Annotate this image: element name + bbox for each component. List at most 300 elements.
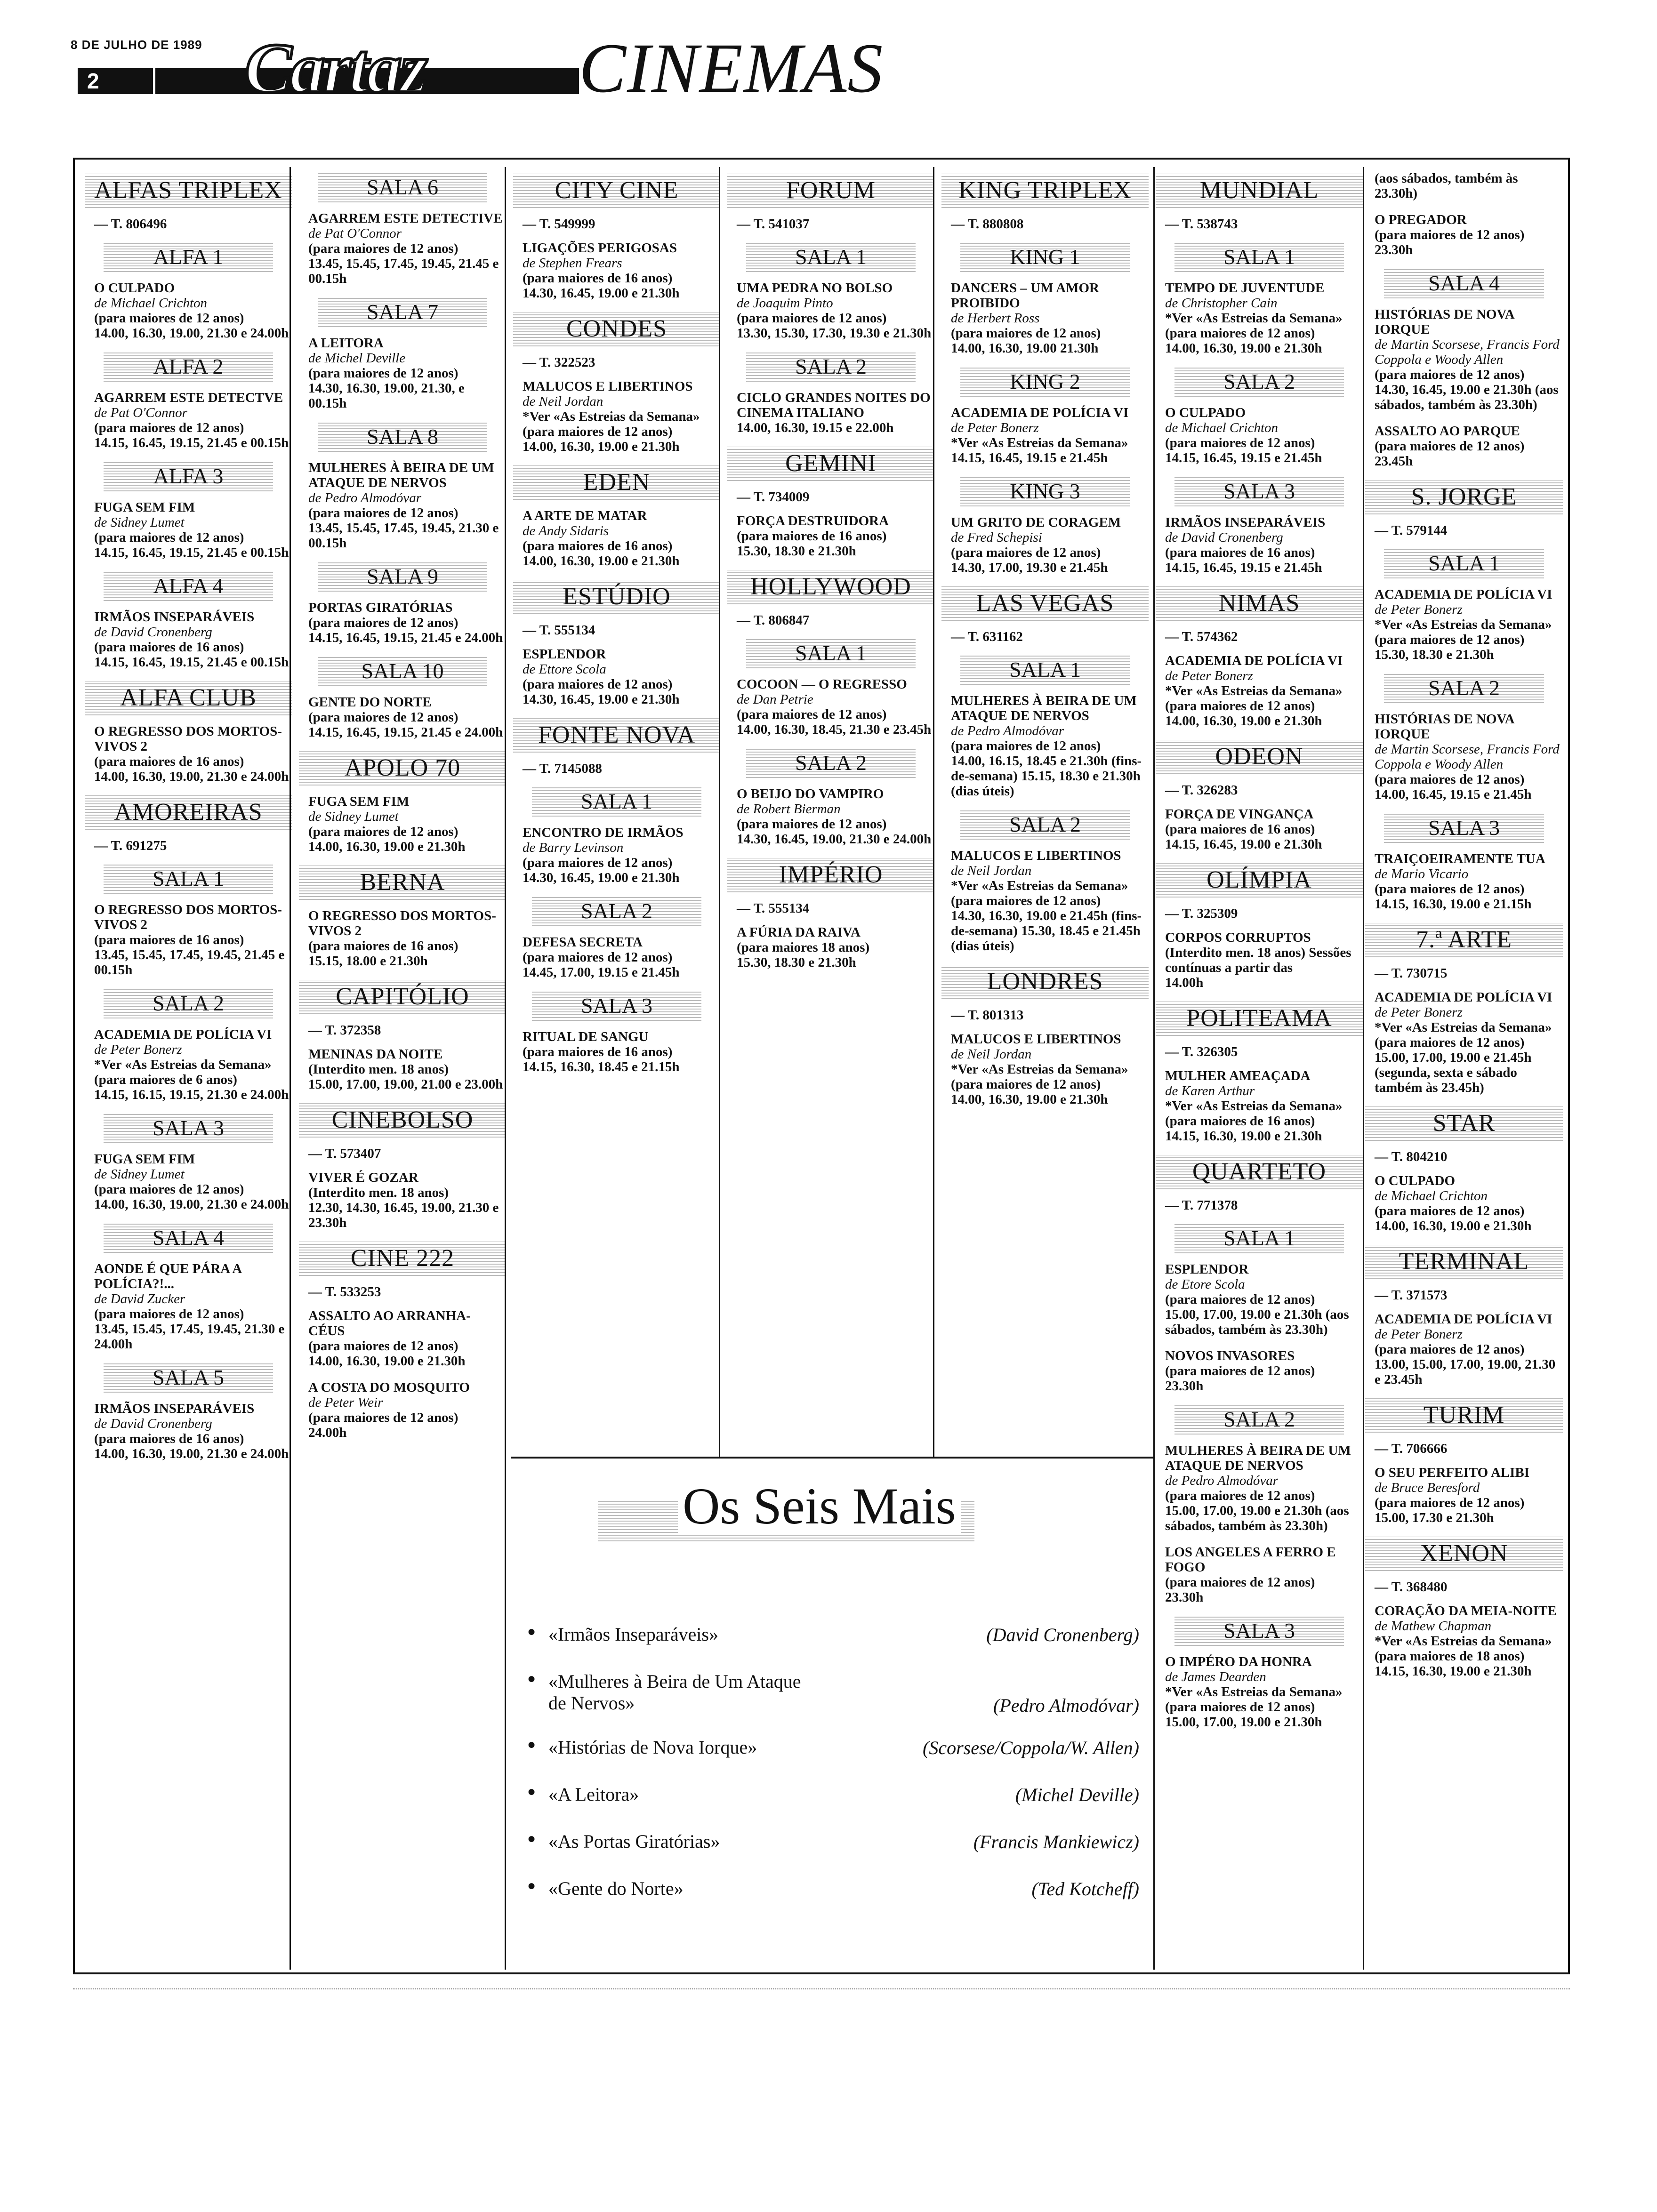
film-showtimes: 14.00, 16.30, 19.00 e 21.30h xyxy=(1375,1218,1532,1234)
film-showtimes: 13.45, 15.45, 17.45, 19.45, 21.30 e 00.15h xyxy=(308,521,499,551)
film-title: AGARREM ESTE DETECTIVE xyxy=(308,211,503,226)
cinema-phone: — T. 706666 xyxy=(1375,1441,1448,1456)
column-7 xyxy=(1365,162,1563,1690)
film-title: MALUCOS E LIBERTINOS xyxy=(523,379,693,394)
film-showtimes: 14.00, 16.30, 19.00, 21.30 e 24.00h xyxy=(94,326,289,341)
cinema-name: CINE 222 xyxy=(299,1242,506,1276)
film-rating: (para maiores 18 anos) xyxy=(737,940,870,955)
cinema-phone: — T. 533253 xyxy=(308,1284,381,1299)
film-director: de Neil Jordan xyxy=(523,394,603,409)
film-entry xyxy=(308,1047,506,1092)
film-entry xyxy=(1375,424,1563,469)
film-director: de Pedro Almodóvar xyxy=(1165,1473,1279,1488)
room-name: SALA 3 xyxy=(104,1114,273,1143)
film-showtimes: 14.15, 16.45, 19.15 e 21.45h xyxy=(1165,560,1322,575)
room-name: SALA 8 xyxy=(318,422,487,452)
column-divider xyxy=(505,167,506,1970)
top-six-list xyxy=(527,1624,1139,1925)
film-rating: (para maiores de 12 anos) xyxy=(94,1306,244,1322)
top-six-director: (Michel Deville) xyxy=(1015,1784,1139,1805)
film-entry xyxy=(523,825,720,885)
film-director: de Ettore Scola xyxy=(523,662,606,677)
film-title: GENTE DO NORTE xyxy=(308,695,432,710)
film-rating: (para maiores de 12 anos) xyxy=(523,855,673,870)
film-title: DEFESA SECRETA xyxy=(523,935,643,950)
film-director: de Joaquim Pinto xyxy=(737,296,833,311)
film-showtimes: 14.00, 16.30, 18.45, 21.30 e 23.45h xyxy=(737,722,932,737)
film-title: MULHERES À BEIRA DE UM ATAQUE DE NERVOS xyxy=(951,693,1137,723)
film-rating: (para maiores de 16 anos) xyxy=(1165,545,1315,560)
film-title: ACADEMIA DE POLÍCIA VI xyxy=(1375,1312,1552,1327)
film-showtimes: 14.00, 16.30, 19.15 e 22.00h xyxy=(737,420,894,435)
film-showtimes: 14.00, 16.15, 18.45 e 21.30h (fins-de-semana) 15.15, 18.30 e 21.30h (dias úteis) xyxy=(951,753,1142,799)
film-title: PORTAS GIRATÓRIAS xyxy=(308,600,453,615)
film-rating: *Ver «As Estreias da Semana» (para maiores de 12 anos) xyxy=(951,1062,1128,1092)
room-name: SALA 1 xyxy=(1174,242,1344,272)
cinema-phone: — T. 801313 xyxy=(951,1008,1024,1023)
cinema-name: LAS VEGAS xyxy=(941,586,1149,621)
cinema-phone: — T. 730715 xyxy=(1375,966,1448,981)
film-showtimes: 14.00, 16.30, 19.00, 21.30 e 24.00h xyxy=(94,769,289,784)
film-title: MULHERES À BEIRA DE UM ATAQUE DE NERVOS xyxy=(308,460,494,490)
film-director: de Peter Bonerz xyxy=(951,420,1039,435)
film-entry xyxy=(737,513,934,559)
film-title: A COSTA DO MOSQUITO xyxy=(308,1380,470,1395)
cinema-name: ESTÚDIO xyxy=(513,580,720,614)
film-entry xyxy=(308,211,506,286)
film-title: MENINAS DA NOITE xyxy=(308,1047,443,1062)
film-entry xyxy=(737,281,934,341)
film-rating: (para maiores de 12 anos) xyxy=(737,817,887,832)
film-showtimes: 15.15, 18.00 e 21.30h xyxy=(308,954,428,969)
film-entry xyxy=(94,281,292,341)
film-title: FUGA SEM FIM xyxy=(308,794,410,809)
column-6 xyxy=(1156,162,1363,1741)
top-six-title-band xyxy=(598,1477,974,1541)
cinema-name: FORUM xyxy=(727,174,934,208)
film-director: de Sidney Lumet xyxy=(308,809,399,824)
film-title: DANCERS – UM AMOR PROIBIDO xyxy=(951,281,1099,311)
film-rating: (para maiores de 12 anos) xyxy=(951,326,1101,341)
bullet-icon: ● xyxy=(527,1671,536,1686)
film-title: A ARTE DE MATAR xyxy=(523,508,647,523)
bullet-icon: ● xyxy=(527,1784,536,1799)
film-director: de Pedro Almodóvar xyxy=(308,490,422,505)
film-title: IRMÃOS INSEPARÁVEIS xyxy=(94,1401,255,1416)
room-name: SALA 1 xyxy=(1384,549,1544,578)
column-3 xyxy=(513,162,720,1086)
film-director: de Michel Deville xyxy=(308,351,406,366)
room-name: SALA 7 xyxy=(318,297,487,327)
film-entry xyxy=(523,379,720,454)
film-rating: (para maiores de 12 anos) xyxy=(1375,439,1525,454)
film-rating: (para maiores de 16 anos) xyxy=(308,938,458,954)
film-director: de Robert Bierman xyxy=(737,801,841,817)
cinema-name: QUARTETO xyxy=(1156,1155,1363,1189)
film-rating: (para maiores de 12 anos) xyxy=(308,505,458,521)
film-title: UM GRITO DE CORAGEM xyxy=(951,515,1121,530)
room-name: SALA 1 xyxy=(104,864,273,894)
room-name: ALFA 3 xyxy=(104,462,273,491)
film-director: de Etore Scola xyxy=(1165,1277,1245,1292)
film-showtimes: 14.30, 16.45, 19.00 e 21.30h xyxy=(523,286,680,301)
film-showtimes: 13.00, 15.00, 17.00, 19.00, 21.30 e 23.45h xyxy=(1375,1357,1556,1387)
film-rating: (para maiores de 12 anos) xyxy=(1375,772,1525,787)
cinema-name: HOLLYWOOD xyxy=(727,570,934,604)
cinema-name: XENON xyxy=(1365,1537,1563,1571)
film-title: O CULPADO xyxy=(94,281,175,296)
cinema-name: LONDRES xyxy=(941,965,1149,999)
film-rating: (para maiores de 12 anos) xyxy=(1375,1203,1525,1218)
cinema-phone: — T. 549999 xyxy=(523,216,595,232)
cinema-name: TURIM xyxy=(1365,1398,1563,1433)
film-director: de Bruce Beresford xyxy=(1375,1480,1480,1495)
top-six-film: «Irmãos Inseparáveis» xyxy=(548,1624,718,1645)
film-director: de Sidney Lumet xyxy=(94,1167,185,1182)
room-name: ALFA 4 xyxy=(104,571,273,601)
cinema-name: CONDES xyxy=(513,312,720,346)
top-six-item xyxy=(527,1737,1139,1784)
room-name: SALA 10 xyxy=(318,657,487,686)
film-director: de Mario Vicario xyxy=(1375,866,1469,882)
cinema-name: CINEBOLSO xyxy=(299,1103,506,1138)
film-title: MULHERES À BEIRA DE UM ATAQUE DE NERVOS xyxy=(1165,1443,1351,1473)
film-title: TRAIÇOEIRAMENTE TUA xyxy=(1375,851,1545,866)
film-entry xyxy=(1165,1262,1363,1337)
film-rating: *Ver «As Estreias da Semana» (para maiores de 12 anos) xyxy=(1165,1684,1343,1715)
film-title: HISTÓRIAS DE NOVA IORQUE xyxy=(1375,307,1514,337)
cinema-phone: — T. 325309 xyxy=(1165,906,1238,921)
film-rating: (para maiores de 12 anos) xyxy=(737,707,887,722)
room-name: SALA 2 xyxy=(746,352,916,382)
cinema-name: OLÍMPIA xyxy=(1156,863,1363,898)
film-rating: *Ver «As Estreias da Semana» (para maiores de 12 anos) xyxy=(951,878,1128,908)
room-name: SALA 2 xyxy=(1174,1405,1344,1435)
film-entry xyxy=(94,902,292,978)
cinema-name: ODEON xyxy=(1156,740,1363,774)
cinema-name: 7.ª ARTE xyxy=(1365,923,1563,957)
film-rating: (para maiores de 12 anos) xyxy=(523,950,673,965)
film-showtimes: 14.00, 16.45, 19.15 e 21.45h xyxy=(1375,787,1532,802)
film-showtimes: 13.45, 15.45, 17.45, 19.45, 21.30 e 24.00h xyxy=(94,1322,285,1352)
film-title: O REGRESSO DOS MORTOS-VIVOS 2 xyxy=(94,902,282,932)
cartaz-logo: Cartaz xyxy=(245,29,426,107)
film-rating: (Interdito men. 18 anos) xyxy=(308,1062,449,1077)
film-rating: (para maiores de 12 anos) xyxy=(737,311,887,326)
cinema-phone: — T. 806847 xyxy=(737,613,810,628)
film-title: LIGAÇÕES PERIGOSAS xyxy=(523,240,677,256)
column-5 xyxy=(941,162,1149,1118)
film-showtimes: 15.30, 18.30 e 21.30h xyxy=(1375,647,1494,662)
cinema-name: NIMAS xyxy=(1156,586,1363,621)
film-showtimes: 15.00, 17.00, 19.00 e 21.30h (aos sábados, também às 23.30h) xyxy=(1165,1307,1349,1337)
film-showtimes: 24.00h xyxy=(308,1425,347,1440)
film-director: de David Cronenberg xyxy=(94,625,212,640)
room-name: KING 2 xyxy=(960,367,1130,397)
cinema-phone: — T. 555134 xyxy=(523,623,595,638)
film-title: ACADEMIA DE POLÍCIA VI xyxy=(951,405,1129,420)
film-entry xyxy=(308,794,506,854)
film-director: de Dan Petrie xyxy=(737,692,813,707)
film-director: de Sidney Lumet xyxy=(94,515,185,530)
film-title: O PREGADOR xyxy=(1375,212,1467,227)
film-title: ESPLENDOR xyxy=(523,647,606,662)
film-title: ACADEMIA DE POLÍCIA VI xyxy=(1375,587,1552,602)
film-entry xyxy=(951,848,1149,954)
film-entry xyxy=(1165,1068,1363,1144)
room-name: SALA 4 xyxy=(1384,269,1544,298)
film-title: LOS ANGELES A FERRO E FOGO xyxy=(1165,1545,1336,1575)
room-name: SALA 2 xyxy=(960,810,1130,840)
room-name: SALA 3 xyxy=(1384,813,1544,843)
room-name: SALA 1 xyxy=(746,639,916,668)
film-rating: (para maiores de 12 anos) xyxy=(1375,227,1525,242)
room-name: SALA 1 xyxy=(532,787,701,817)
film-rating: (para maiores de 12 anos) xyxy=(951,545,1101,560)
film-rating: (para maiores de 12 anos) xyxy=(94,1182,244,1197)
film-showtimes: (aos sábados, também às 23.30h) xyxy=(1375,171,1518,201)
film-showtimes: 14.15, 16.45, 19.15, 21.45 e 00.15h xyxy=(94,435,289,450)
film-showtimes: 15.00, 17.00, 19.00, 21.00 e 23.00h xyxy=(308,1077,503,1092)
film-entry xyxy=(308,460,506,551)
film-rating: (para maiores de 16 anos) xyxy=(523,1044,673,1059)
film-director: de Herbert Ross xyxy=(951,311,1040,326)
section-title: CINEMAS xyxy=(579,29,884,107)
film-showtimes: 14.00, 16.30, 19.00 e 21.30h xyxy=(523,439,680,454)
film-title: NOVOS INVASORES xyxy=(1165,1348,1295,1363)
film-director: de Martin Scorsese, Francis Ford Coppola e Woody Allen xyxy=(1375,337,1560,367)
room-name: SALA 2 xyxy=(104,989,273,1018)
film-director: de David Cronenberg xyxy=(1165,530,1283,545)
cinema-phone: — T. 771378 xyxy=(1165,1198,1238,1213)
cinema-phone: — T. 326283 xyxy=(1165,783,1238,798)
film-entry xyxy=(737,677,934,737)
film-director: de Karen Arthur xyxy=(1165,1083,1255,1098)
film-title: O CULPADO xyxy=(1165,405,1246,420)
column-4 xyxy=(727,162,934,981)
film-entry xyxy=(951,515,1149,575)
film-showtimes: 14.30, 16.45, 19.00, 21.30 e 24.00h xyxy=(737,832,932,847)
film-showtimes: 23.30h xyxy=(1165,1590,1204,1605)
film-rating: (para maiores de 12 anos) xyxy=(94,311,244,326)
film-director: de David Cronenberg xyxy=(94,1416,212,1431)
film-entry xyxy=(94,724,292,784)
film-entry xyxy=(1165,405,1363,465)
film-title: O IMPÉRO DA HONRA xyxy=(1165,1654,1312,1669)
cinema-name: MUNDIAL xyxy=(1156,174,1363,208)
top-six-film: «Gente do Norte» xyxy=(548,1878,684,1899)
top-six-film: «Histórias de Nova Iorque» xyxy=(548,1737,757,1758)
film-director: de Michael Crichton xyxy=(1375,1188,1488,1203)
film-rating: *Ver «As Estreias da Semana» (para maiores de 12 anos) xyxy=(1165,311,1343,341)
room-name: SALA 2 xyxy=(1384,673,1544,703)
film-rating: (para maiores de 16 anos) xyxy=(94,932,244,947)
top-six-title: Os Seis Mais xyxy=(678,1478,961,1535)
column-divider xyxy=(719,167,720,1457)
film-entry xyxy=(951,693,1149,799)
film-director: de Barry Levinson xyxy=(523,840,624,855)
film-title: ASSALTO AO ARRANHA-CÉUS xyxy=(308,1308,471,1338)
film-showtimes: 14.15, 16.15, 19.15, 21.30 e 24.00h xyxy=(94,1087,289,1102)
film-director: de Andy Sidaris xyxy=(523,523,609,538)
cinema-phone: — T. 7145088 xyxy=(523,761,602,776)
film-title: A LEITORA xyxy=(308,336,384,351)
cinema-phone: — T. 880808 xyxy=(951,216,1024,232)
film-rating: (para maiores de 12 anos) xyxy=(1165,1292,1315,1307)
cinema-phone: — T. 804210 xyxy=(1375,1149,1448,1164)
film-entry xyxy=(94,1027,292,1102)
film-showtimes: 14.00, 16.30, 19.00, 21.30 e 24.00h xyxy=(94,1446,289,1461)
cinema-phone: — T. 579144 xyxy=(1375,523,1448,538)
room-name: SALA 3 xyxy=(1174,1616,1344,1646)
film-entry xyxy=(951,405,1149,465)
film-title: AONDE É QUE PÁRA A POLÍCIA?!... xyxy=(94,1261,241,1291)
top-six-item xyxy=(527,1784,1139,1831)
film-entry xyxy=(94,500,292,560)
film-director: de Fred Schepisi xyxy=(951,530,1042,545)
film-showtimes: 14.30, 16.45, 19.00 e 21.30h (aos sábados, também às 23.30h) xyxy=(1375,382,1559,412)
film-showtimes: 14.00, 16.30, 19.00 e 21.30h xyxy=(308,1354,466,1369)
film-title: ACADEMIA DE POLÍCIA VI xyxy=(1165,653,1343,668)
film-rating: (para maiores de 16 anos) xyxy=(94,640,244,655)
cinema-name: AMOREIRAS xyxy=(85,795,292,830)
cinema-name: GEMINI xyxy=(727,447,934,481)
film-title: IRMÃOS INSEPARÁVEIS xyxy=(94,609,255,625)
film-rating: *Ver «As Estreias da Semana» (para maiores de 12 anos) xyxy=(1375,617,1552,647)
film-showtimes: 14.15, 16.45, 19.15, 21.45 e 00.15h xyxy=(94,655,289,670)
film-showtimes: 14.45, 17.00, 19.15 e 21.45h xyxy=(523,965,680,980)
film-showtimes: 15.30, 18.30 e 21.30h xyxy=(737,955,856,970)
cinema-name: APOLO 70 xyxy=(299,751,506,785)
film-director: de Peter Bonerz xyxy=(1165,668,1253,683)
film-title: A FÚRIA DA RAIVA xyxy=(737,925,861,940)
film-rating: (para maiores de 12 anos) xyxy=(308,615,458,630)
cinema-name: STAR xyxy=(1365,1106,1563,1141)
film-showtimes: 14.00, 16.30, 19.00 e 21.30h xyxy=(951,1092,1108,1107)
film-rating: (Interdito men. 18 anos) xyxy=(308,1185,449,1200)
top-six-film: «A Leitora» xyxy=(548,1784,639,1805)
film-rating: (para maiores de 12 anos) xyxy=(308,241,458,256)
top-six-director: (David Cronenberg) xyxy=(986,1624,1139,1645)
cinema-name: POLITEAMA xyxy=(1156,1002,1363,1036)
film-showtimes: 14.15, 16.30, 19.00 e 21.30h xyxy=(1165,1129,1322,1144)
film-title: O REGRESSO DOS MORTOS-VIVOS 2 xyxy=(308,908,496,938)
film-director: de Martin Scorsese, Francis Ford Coppola e Woody Allen xyxy=(1375,742,1560,772)
cinema-name: KING TRIPLEX xyxy=(941,174,1149,208)
bullet-icon: ● xyxy=(527,1831,536,1846)
film-title: FUGA SEM FIM xyxy=(94,1152,195,1167)
film-title: MULHER AMEAÇADA xyxy=(1165,1068,1311,1083)
film-director: de Mathew Chapman xyxy=(1375,1619,1492,1634)
column-divider xyxy=(1153,167,1155,1970)
room-name: KING 3 xyxy=(960,477,1130,506)
film-entry xyxy=(523,935,720,980)
room-name: SALA 3 xyxy=(1174,477,1344,506)
film-director: de James Dearden xyxy=(1165,1669,1266,1684)
film-title: COCOON — O REGRESSO xyxy=(737,677,907,692)
top-six-director: (Francis Mankiewicz) xyxy=(973,1831,1139,1852)
film-rating: (para maiores de 12 anos) xyxy=(951,738,1101,753)
film-title: FORÇA DESTRUIDORA xyxy=(737,513,889,529)
room-name: SALA 3 xyxy=(532,991,701,1021)
film-title: IRMÃOS INSEPARÁVEIS xyxy=(1165,515,1326,530)
film-rating: (para maiores de 12 anos) xyxy=(1375,367,1525,382)
film-entry xyxy=(1375,171,1563,201)
film-entry xyxy=(737,925,934,970)
column-1 xyxy=(85,162,292,1473)
cinema-phone: — T. 371573 xyxy=(1375,1288,1448,1303)
film-showtimes: 14.15, 16.30, 19.00 e 21.30h xyxy=(1375,1664,1532,1679)
film-rating: (para maiores de 12 anos) xyxy=(308,824,458,839)
film-entry xyxy=(1165,515,1363,575)
cinema-phone: — T. 372358 xyxy=(308,1023,381,1038)
film-director: de Peter Bonerz xyxy=(94,1042,182,1057)
date-line: 8 DE JULHO DE 1989 xyxy=(71,38,202,52)
cinema-name: IMPÉRIO xyxy=(727,858,934,892)
bullet-icon: ● xyxy=(527,1624,536,1639)
top-six-director: (Pedro Almodóvar) xyxy=(993,1695,1139,1716)
cinema-name: CITY CINE xyxy=(513,174,720,208)
room-name: ALFA 2 xyxy=(104,352,273,382)
film-title: O BEIJO DO VAMPIRO xyxy=(737,786,884,801)
room-name: KING 1 xyxy=(960,242,1130,272)
film-rating: (para maiores de 12 anos) xyxy=(308,710,458,725)
film-rating: (para maiores de 12 anos) xyxy=(308,1338,458,1354)
room-name: SALA 4 xyxy=(104,1223,273,1253)
cinema-phone: — T. 734009 xyxy=(737,489,810,505)
film-title: VIVER É GOZAR xyxy=(308,1170,418,1185)
film-rating: (para maiores de 12 anos) xyxy=(523,677,673,692)
film-rating: *Ver «As Estreias da Semana» (para maiores de 12 anos) xyxy=(1375,1020,1552,1050)
film-entry xyxy=(94,390,292,450)
room-name: SALA 5 xyxy=(104,1363,273,1393)
film-entry xyxy=(94,1401,292,1461)
film-rating: (para maiores de 16 anos) xyxy=(1165,822,1315,837)
film-entry xyxy=(737,786,934,847)
film-title: O CULPADO xyxy=(1375,1173,1456,1188)
film-entry xyxy=(308,695,506,740)
film-entry xyxy=(308,1308,506,1369)
top-six-item xyxy=(527,1878,1139,1925)
cinema-name: ALFAS TRIPLEX xyxy=(85,174,292,208)
film-entry xyxy=(1375,1603,1563,1679)
film-entry xyxy=(94,1261,292,1352)
film-director: de Neil Jordan xyxy=(951,1047,1032,1062)
film-showtimes: 14.00, 16.30, 19.00, 21.30 e 24.00h xyxy=(94,1197,289,1212)
film-rating: (para maiores de 12 anos) xyxy=(1375,1342,1525,1357)
film-title: ACADEMIA DE POLÍCIA VI xyxy=(94,1027,272,1042)
film-title: TEMPO DE JUVENTUDE xyxy=(1165,281,1325,296)
top-six-item xyxy=(527,1831,1139,1878)
film-rating: *Ver «As Estreias da Semana» xyxy=(951,435,1128,450)
film-entry xyxy=(1375,1465,1563,1525)
film-entry xyxy=(1165,1654,1363,1730)
film-showtimes: 15.00, 17.00, 19.00 e 21.45h (segunda, sexta e sábado também às 23.45h) xyxy=(1375,1050,1532,1095)
film-title: ACADEMIA DE POLÍCIA VI xyxy=(1375,990,1552,1005)
film-entry xyxy=(1375,1312,1563,1387)
film-entry xyxy=(308,336,506,411)
cinema-phone: — T. 538743 xyxy=(1165,216,1238,232)
film-entry xyxy=(308,908,506,969)
room-name: SALA 6 xyxy=(318,173,487,202)
cinema-phone: — T. 322523 xyxy=(523,355,595,370)
room-name: SALA 2 xyxy=(532,897,701,926)
film-showtimes: 14.30, 16.45, 19.00 e 21.30h xyxy=(523,870,680,885)
film-entry xyxy=(951,281,1149,356)
film-rating: (para maiores de 12 anos) xyxy=(94,420,244,435)
film-showtimes: 13.45, 15.45, 17.45, 19.45, 21.45 e 00.15h xyxy=(308,256,499,286)
film-rating: (para maiores de 12 anos) xyxy=(1165,1363,1315,1378)
